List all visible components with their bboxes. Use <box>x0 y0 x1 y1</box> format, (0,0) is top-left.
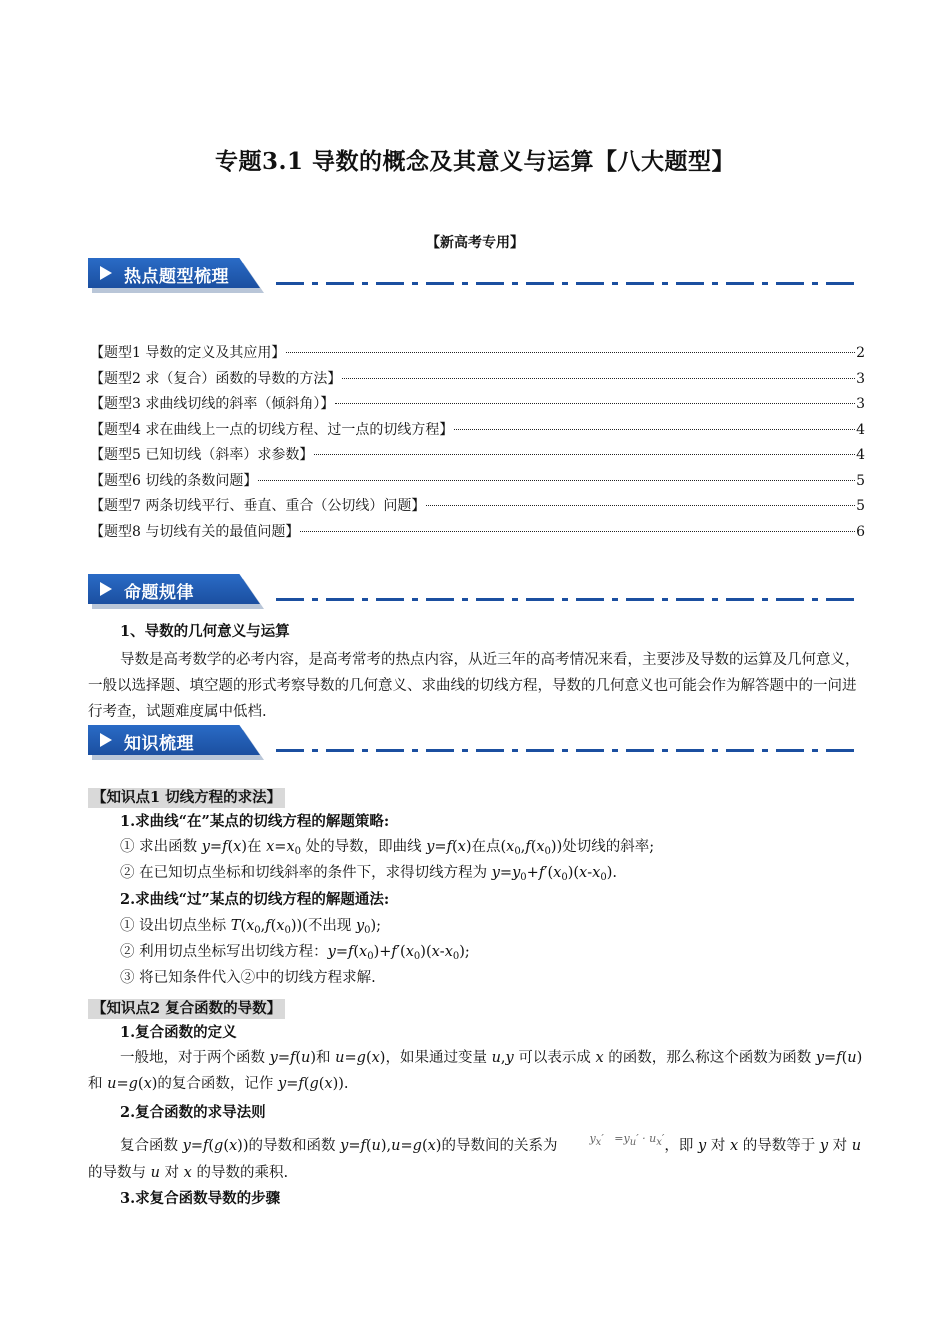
section-banner-knowledge <box>88 725 868 759</box>
toc-item[interactable]: 【题型8 与切线有关的最值问题】 6 <box>90 523 865 540</box>
kp1-step-5: ③ 将已知条件代入②中的切线方程求解. <box>120 970 376 986</box>
knowledge-point-label: 【知识点1 切线方程的求法】 <box>88 788 285 808</box>
toc-item[interactable]: 【题型3 求曲线切线的斜率（倾斜角）】 3 <box>90 396 865 412</box>
kp1-heading-2: 2.求曲线“过”某点的切线方程的解题通法: <box>120 891 390 908</box>
kp1-step-4: ② 利用切点坐标写出切线方程：$y=f(x_0)+f'(x_0)(x-x_0)$; <box>120 944 470 962</box>
banner-label: 知识梳理 <box>124 734 194 754</box>
knowledge-point-label: 【知识点2 复合函数的导数】 <box>88 999 285 1019</box>
kp2-heading-1: 1.复合函数的定义 <box>120 1024 237 1041</box>
banner-label: 热点题型梳理 <box>124 267 229 287</box>
table-of-contents <box>90 341 865 545</box>
section-banner-hot <box>88 258 868 292</box>
dashed-divider <box>276 749 860 752</box>
dashed-divider <box>276 598 860 601</box>
section-banner-rule <box>88 574 868 608</box>
kp1-heading-1: 1.求曲线“在”某点的切线方程的解题策略: <box>120 813 390 830</box>
play-arrow-icon <box>100 733 112 747</box>
dashed-divider <box>276 282 860 285</box>
toc-item[interactable]: 【题型6 切线的条数问题】 5 <box>90 472 865 489</box>
toc-item[interactable]: 【题型5 已知切线（斜率）求参数】 4 <box>90 447 865 463</box>
toc-item[interactable]: 【题型1 导数的定义及其应用】 2 <box>90 345 865 361</box>
kp2-rule: 复合函数 y=f(g(x))的导数和函数 y=f(u),u=g(x)的导数间的关系为 $y_x' =y_u' \cdot u_x'$，即 y 对 x 的导数等于 y 对 u 的导数与 u 对 x 的导数的乘积. <box>88 1133 863 1186</box>
toc-item[interactable]: 【题型2 求（复合）函数的导数的方法】 3 <box>90 370 865 387</box>
kp2-heading-2: 2.复合函数的求导法则 <box>120 1104 266 1121</box>
banner-label: 命题规律 <box>124 583 194 603</box>
formula-image: $y_x' =y_u' \cdot u_x'$ <box>589 1132 665 1148</box>
kp1-step-3: ① 设出切点坐标 $T(x_0,f(x_0))$(不出现 $y_0$); <box>120 918 382 936</box>
play-arrow-icon <box>100 266 112 280</box>
page-subtitle: 【新高考专用】 <box>426 235 524 251</box>
rule-heading: 1、导数的几何意义与运算 <box>120 623 290 640</box>
kp2-heading-3: 3.求复合函数导数的步骤 <box>120 1190 281 1207</box>
play-arrow-icon <box>100 582 112 596</box>
rule-paragraph: 导数是高考数学的必考内容，是高考常考的热点内容，从近三年的高考情况来看，主要涉及导数的运算及几何意义，一般以选择题、填空题的形式考察导数的几何意义、求曲线的切线方程，导数的几何意义也可能会作为解答题中的一问进行考查，试题难度属中低档. <box>88 652 860 720</box>
kp1-step-2: ② 在已知切点坐标和切线斜率的条件下，求得切线方程为 $y=y_0+f'(x_0)(x-x_0)$. <box>120 865 617 883</box>
kp2-definition: 一般地，对于两个函数 y=f(u)和 u=g(x)，如果通过变量 u,y 可以表示成 x 的函数，那么称这个函数为函数 y=f(u)和 u=g(x)的复合函数，记作 y=f(g(x)). <box>88 1050 863 1092</box>
toc-item[interactable]: 【题型4 求在曲线上一点的切线方程、过一点的切线方程】 4 <box>90 421 865 438</box>
kp1-step-1: ① 求出函数 y=f(x)在 $x=x_0$ 处的导数，即曲线 y=f(x)在点$(x_0,f(x_0))$处切线的斜率; <box>120 839 655 857</box>
toc-item[interactable]: 【题型7 两条切线平行、垂直、重合（公切线）问题】 5 <box>90 498 865 514</box>
page-title: 专题3.1 导数的概念及其意义与运算【八大题型】 <box>214 148 736 175</box>
